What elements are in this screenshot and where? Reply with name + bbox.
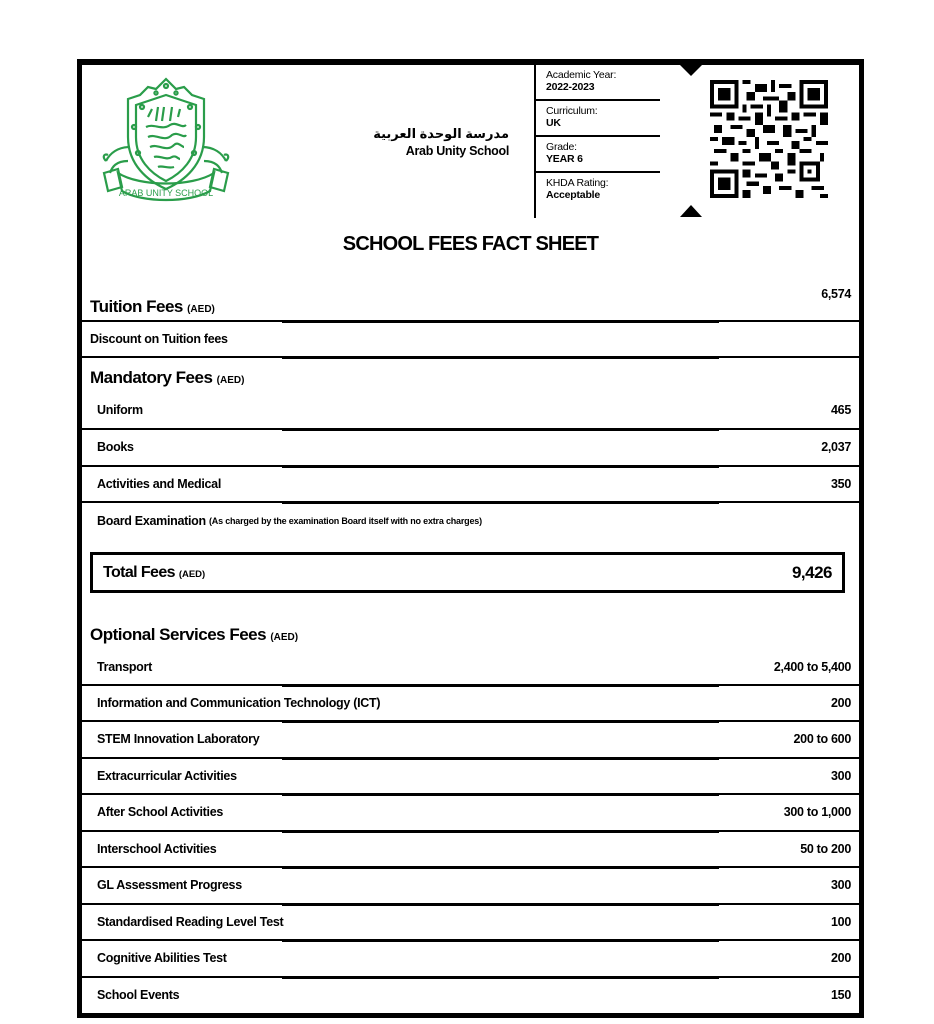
svg-text:ARAB UNITY SCHOOL: ARAB UNITY SCHOOL xyxy=(118,188,214,198)
page-title: SCHOOL FEES FACT SHEET xyxy=(342,233,599,255)
fee-row-gl-assessment: GL Assessment Progress 300 xyxy=(97,878,851,892)
discount-label: Discount on Tuition fees xyxy=(90,332,228,346)
tuition-fees-row xyxy=(82,287,859,317)
qr-code-icon[interactable] xyxy=(710,80,828,198)
info-curriculum: Curriculum: UK xyxy=(536,101,660,137)
tuition-fees-heading: Tuition Fees (AED) xyxy=(90,297,215,316)
divider xyxy=(82,356,859,358)
fee-row-interschool: Interschool Activities 50 to 200 xyxy=(97,842,851,856)
fee-row-school-events: School Events 150 xyxy=(97,988,851,1002)
board-exam-note: (As charged by the examination Board itself with no extra charges) xyxy=(209,516,482,526)
fee-row-transport: Transport 2,400 to 5,400 xyxy=(97,660,851,674)
fee-row-cognitive-test: Cognitive Abilities Test 200 xyxy=(97,951,851,965)
tuition-fees-value: 6,574 xyxy=(821,287,851,301)
info-khda-rating: KHDA Rating: Acceptable xyxy=(546,177,609,201)
fee-row-activities-medical: Activities and Medical 350 xyxy=(97,477,851,491)
mandatory-fees-heading-row xyxy=(82,366,859,390)
triangle-up-icon xyxy=(680,205,702,217)
info-academic-year: Academic Year: 2022-2023 xyxy=(536,65,660,101)
total-fees-label: Total Fees (AED) xyxy=(103,563,206,581)
fee-row-board-examination: Board Examination (As charged by the examination Board itself with no extra charges) xyxy=(97,514,482,528)
total-fees-box xyxy=(90,552,845,593)
mandatory-fees-heading: Mandatory Fees (AED) xyxy=(90,368,245,387)
school-info-panel xyxy=(534,65,660,218)
info-grade: Grade: YEAR 6 xyxy=(536,137,660,173)
triangle-down-icon xyxy=(680,65,702,76)
school-name-english: Arab Unity School xyxy=(405,144,509,158)
fee-row-stem-lab: STEM Innovation Laboratory 200 to 600 xyxy=(97,732,851,746)
fact-sheet-frame xyxy=(77,59,864,1018)
fee-row-extracurricular: Extracurricular Activities 300 xyxy=(97,769,851,783)
fee-row-ict: Information and Communication Technology (ICT) 200 xyxy=(97,696,851,710)
school-name-arabic: مدرسة الوحدة العربية xyxy=(373,126,509,141)
total-fees-value: 9,426 xyxy=(791,562,832,582)
fee-row-reading-test: Standardised Reading Level Test 100 xyxy=(97,915,851,929)
optional-fees-heading: Optional Services Fees (AED) xyxy=(90,625,299,644)
school-name-block xyxy=(373,125,509,159)
fee-row-after-school: After School Activities 300 to 1,000 xyxy=(97,805,851,819)
discount-row xyxy=(82,322,859,356)
fee-row-books: Books 2,037 xyxy=(97,440,851,454)
fee-row-uniform: Uniform 465 xyxy=(97,403,851,417)
school-crest-logo-icon xyxy=(100,77,232,207)
optional-fees-heading-row xyxy=(82,623,859,647)
